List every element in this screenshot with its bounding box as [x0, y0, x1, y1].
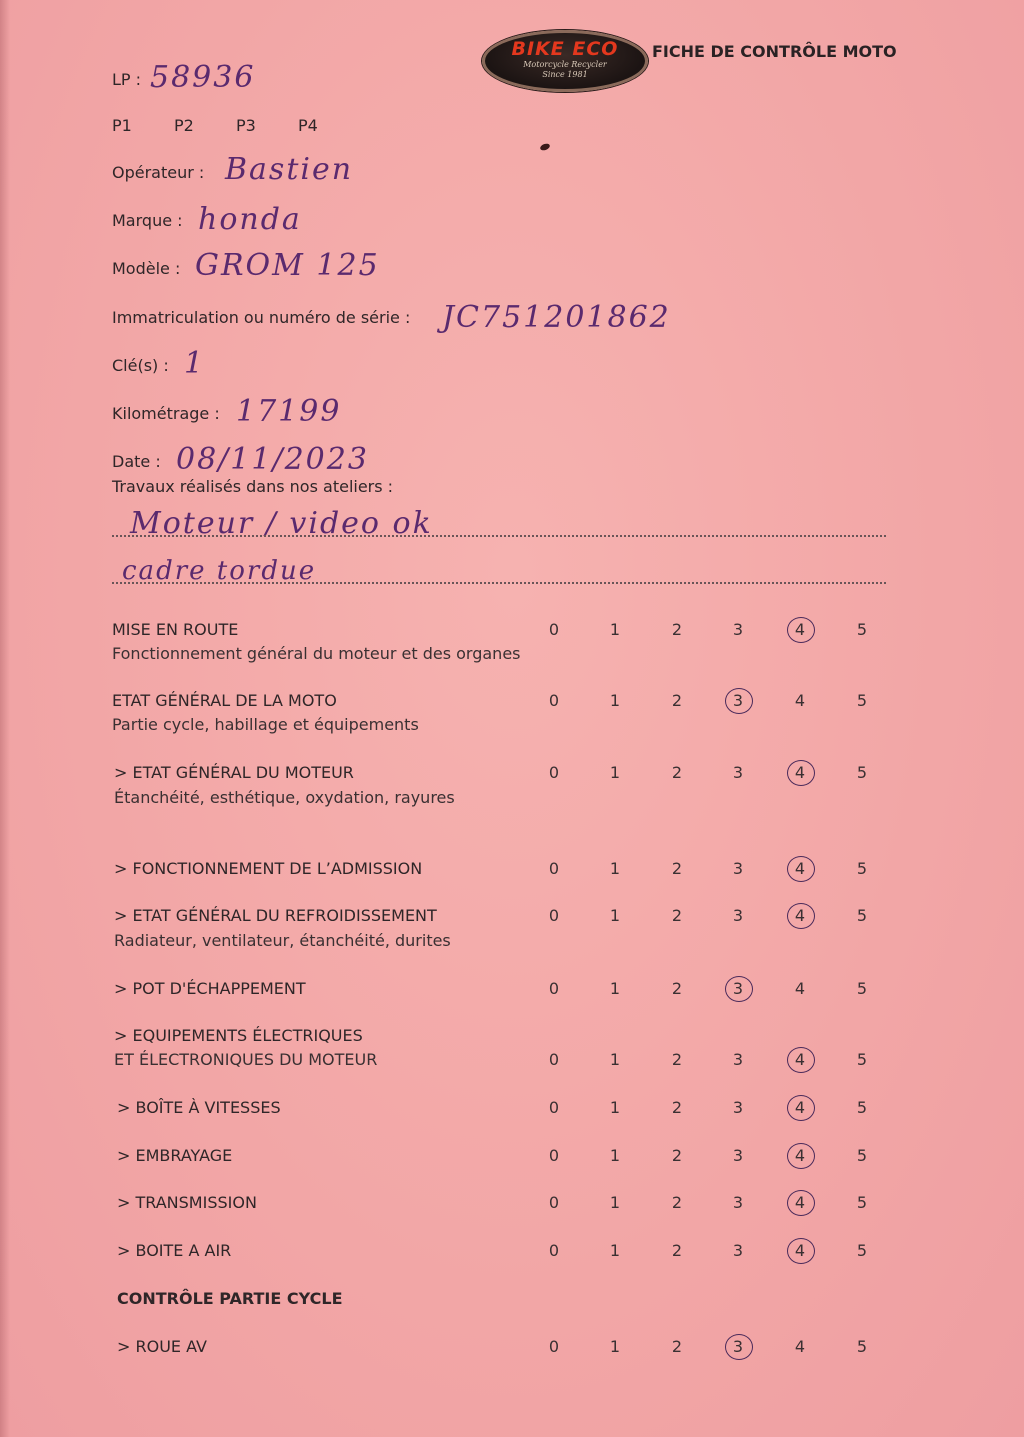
- page-edge-shadow: [0, 0, 10, 1437]
- selected-rating-circle: [787, 1047, 815, 1073]
- rating-option-4[interactable]: 4: [794, 620, 806, 639]
- operator-label: Opérateur :: [112, 163, 205, 182]
- rating-option-2[interactable]: 2: [671, 979, 683, 998]
- rating-option-5[interactable]: 5: [856, 1241, 868, 1260]
- rating-option-4[interactable]: 4: [794, 859, 806, 878]
- selected-rating-circle: [725, 688, 753, 714]
- rating-option-4[interactable]: 4: [794, 1193, 806, 1212]
- rating-option-2[interactable]: 2: [671, 859, 683, 878]
- section-title: > ETAT GÉNÉRAL DU MOTEUR: [114, 763, 354, 782]
- selected-rating-circle: [787, 1143, 815, 1169]
- works-dotted-line-1: [112, 535, 886, 537]
- selected-rating-circle: [725, 976, 753, 1002]
- rating-option-2[interactable]: 2: [671, 763, 683, 782]
- section-title: > BOITE A AIR: [117, 1241, 232, 1260]
- rating-option-1[interactable]: 1: [609, 1050, 621, 1069]
- rating-option-3[interactable]: 3: [732, 859, 744, 878]
- rating-option-5[interactable]: 5: [856, 691, 868, 710]
- brand-label: Marque :: [112, 211, 183, 230]
- logo-text: BIKE ECO: [511, 38, 619, 60]
- section-subtitle: Fonctionnement général du moteur et des organes: [112, 644, 521, 663]
- rating-option-5[interactable]: 5: [856, 859, 868, 878]
- rating-option-0[interactable]: 0: [548, 906, 560, 925]
- form-title: FICHE DE CONTRÔLE MOTO: [652, 42, 897, 61]
- mileage-label: Kilométrage :: [112, 404, 220, 423]
- section-title: ETAT GÉNÉRAL DE LA MOTO: [112, 691, 337, 710]
- rating-option-3[interactable]: 3: [732, 1241, 744, 1260]
- p3-label: P3: [236, 116, 256, 135]
- rating-option-5[interactable]: 5: [856, 763, 868, 782]
- rating-option-3[interactable]: 3: [732, 906, 744, 925]
- rating-option-0[interactable]: 0: [548, 1241, 560, 1260]
- rating-option-5[interactable]: 5: [856, 1337, 868, 1356]
- rating-option-1[interactable]: 1: [609, 979, 621, 998]
- logo-tagline-2: Since 1981: [542, 70, 588, 79]
- selected-rating-circle: [787, 1238, 815, 1264]
- rating-option-5[interactable]: 5: [856, 979, 868, 998]
- rating-option-4[interactable]: 4: [794, 1098, 806, 1117]
- rating-option-5[interactable]: 5: [856, 620, 868, 639]
- rating-option-1[interactable]: 1: [609, 691, 621, 710]
- section-subtitle: ET ÉLECTRONIQUES DU MOTEUR: [114, 1050, 378, 1069]
- p1-label: P1: [112, 116, 132, 135]
- keys-value: 1: [184, 346, 206, 381]
- selected-rating-circle: [787, 760, 815, 786]
- date-value: 08/11/2023: [176, 442, 369, 477]
- section-title: > POT D'ÉCHAPPEMENT: [114, 979, 306, 998]
- mileage-value: 17199: [236, 394, 342, 429]
- rating-option-1[interactable]: 1: [609, 906, 621, 925]
- rating-option-1[interactable]: 1: [609, 859, 621, 878]
- rating-option-1[interactable]: 1: [609, 1241, 621, 1260]
- rating-option-3[interactable]: 3: [732, 1050, 744, 1069]
- section-title: > ROUE AV: [117, 1337, 207, 1356]
- section-subtitle: Radiateur, ventilateur, étanchéité, durites: [114, 931, 451, 950]
- p2-label: P2: [174, 116, 194, 135]
- rating-option-4[interactable]: 4: [794, 1241, 806, 1260]
- rating-option-2[interactable]: 2: [671, 691, 683, 710]
- works-label: Travaux réalisés dans nos ateliers :: [112, 477, 394, 496]
- operator-value: Bastien: [225, 152, 354, 187]
- section-title: > EQUIPEMENTS ÉLECTRIQUES: [114, 1026, 363, 1045]
- rating-option-4[interactable]: 4: [794, 1146, 806, 1165]
- rating-option-0[interactable]: 0: [548, 1337, 560, 1356]
- selected-rating-circle: [787, 1095, 815, 1121]
- rating-option-2[interactable]: 2: [671, 906, 683, 925]
- selected-rating-circle: [787, 856, 815, 882]
- rating-option-0[interactable]: 0: [548, 979, 560, 998]
- rating-option-0[interactable]: 0: [548, 859, 560, 878]
- rating-option-1[interactable]: 1: [609, 1337, 621, 1356]
- works-dotted-line-2: [112, 582, 886, 584]
- rating-option-0[interactable]: 0: [548, 1050, 560, 1069]
- rating-option-2[interactable]: 2: [671, 1337, 683, 1356]
- model-label: Modèle :: [112, 259, 181, 278]
- section-title: > FONCTIONNEMENT DE L’ADMISSION: [114, 859, 423, 878]
- rating-option-2[interactable]: 2: [671, 1193, 683, 1212]
- rating-option-3[interactable]: 3: [732, 979, 744, 998]
- selected-rating-circle: [725, 1334, 753, 1360]
- brand-value: honda: [198, 202, 302, 237]
- section-title: > TRANSMISSION: [117, 1193, 257, 1212]
- rating-option-1[interactable]: 1: [609, 1098, 621, 1117]
- rating-option-2[interactable]: 2: [671, 1098, 683, 1117]
- rating-option-5[interactable]: 5: [856, 1193, 868, 1212]
- lp-value: 58936: [150, 60, 256, 95]
- date-label: Date :: [112, 452, 161, 471]
- p4-label: P4: [298, 116, 318, 135]
- registration-value: JC751201862: [442, 300, 671, 335]
- bike-eco-logo: [482, 30, 648, 92]
- rating-option-0[interactable]: 0: [548, 1146, 560, 1165]
- rating-option-0[interactable]: 0: [548, 691, 560, 710]
- section-subtitle: Partie cycle, habillage et équipements: [112, 715, 419, 734]
- rating-option-2[interactable]: 2: [671, 1241, 683, 1260]
- rating-option-4[interactable]: 4: [794, 691, 806, 710]
- rating-option-3[interactable]: 3: [732, 1193, 744, 1212]
- rating-option-1[interactable]: 1: [609, 620, 621, 639]
- selected-rating-circle: [787, 617, 815, 643]
- works-line-2: cadre tordue: [122, 556, 317, 586]
- cycle-heading: CONTRÔLE PARTIE CYCLE: [117, 1289, 343, 1308]
- rating-option-3[interactable]: 3: [732, 620, 744, 639]
- rating-option-4[interactable]: 4: [794, 1337, 806, 1356]
- section-title: > BOÎTE À VITESSES: [117, 1098, 281, 1117]
- rating-option-3[interactable]: 3: [732, 1098, 744, 1117]
- rating-option-0[interactable]: 0: [548, 763, 560, 782]
- rating-option-4[interactable]: 4: [794, 906, 806, 925]
- rating-option-2[interactable]: 2: [671, 1050, 683, 1069]
- works-line-1: Moteur / video ok: [130, 506, 433, 541]
- rating-option-2[interactable]: 2: [671, 620, 683, 639]
- rating-option-2[interactable]: 2: [671, 1146, 683, 1165]
- rating-option-0[interactable]: 0: [548, 620, 560, 639]
- rating-option-5[interactable]: 5: [856, 1098, 868, 1117]
- rating-option-4[interactable]: 4: [794, 763, 806, 782]
- selected-rating-circle: [787, 903, 815, 929]
- section-title: MISE EN ROUTE: [112, 620, 239, 639]
- rating-option-1[interactable]: 1: [609, 763, 621, 782]
- model-value: GROM 125: [195, 248, 380, 283]
- lp-label: LP :: [112, 70, 142, 89]
- logo-tagline-1: Motorcycle Recycler: [523, 60, 607, 69]
- section-subtitle: Étanchéité, esthétique, oxydation, rayures: [114, 788, 455, 807]
- rating-option-0[interactable]: 0: [548, 1193, 560, 1212]
- rating-option-3[interactable]: 3: [732, 763, 744, 782]
- registration-label: Immatriculation ou numéro de série :: [112, 308, 411, 327]
- rating-option-5[interactable]: 5: [856, 1050, 868, 1069]
- section-title: > ETAT GÉNÉRAL DU REFROIDISSEMENT: [114, 906, 437, 925]
- selected-rating-circle: [787, 1190, 815, 1216]
- rating-option-1[interactable]: 1: [609, 1146, 621, 1165]
- section-title: > EMBRAYAGE: [117, 1146, 233, 1165]
- rating-option-3[interactable]: 3: [732, 1337, 744, 1356]
- rating-option-5[interactable]: 5: [856, 1146, 868, 1165]
- rating-option-1[interactable]: 1: [609, 1193, 621, 1212]
- keys-label: Clé(s) :: [112, 356, 169, 375]
- rating-option-4[interactable]: 4: [794, 979, 806, 998]
- rating-option-4[interactable]: 4: [794, 1050, 806, 1069]
- rating-option-0[interactable]: 0: [548, 1098, 560, 1117]
- rating-option-5[interactable]: 5: [856, 906, 868, 925]
- rating-option-3[interactable]: 3: [732, 691, 744, 710]
- rating-option-3[interactable]: 3: [732, 1146, 744, 1165]
